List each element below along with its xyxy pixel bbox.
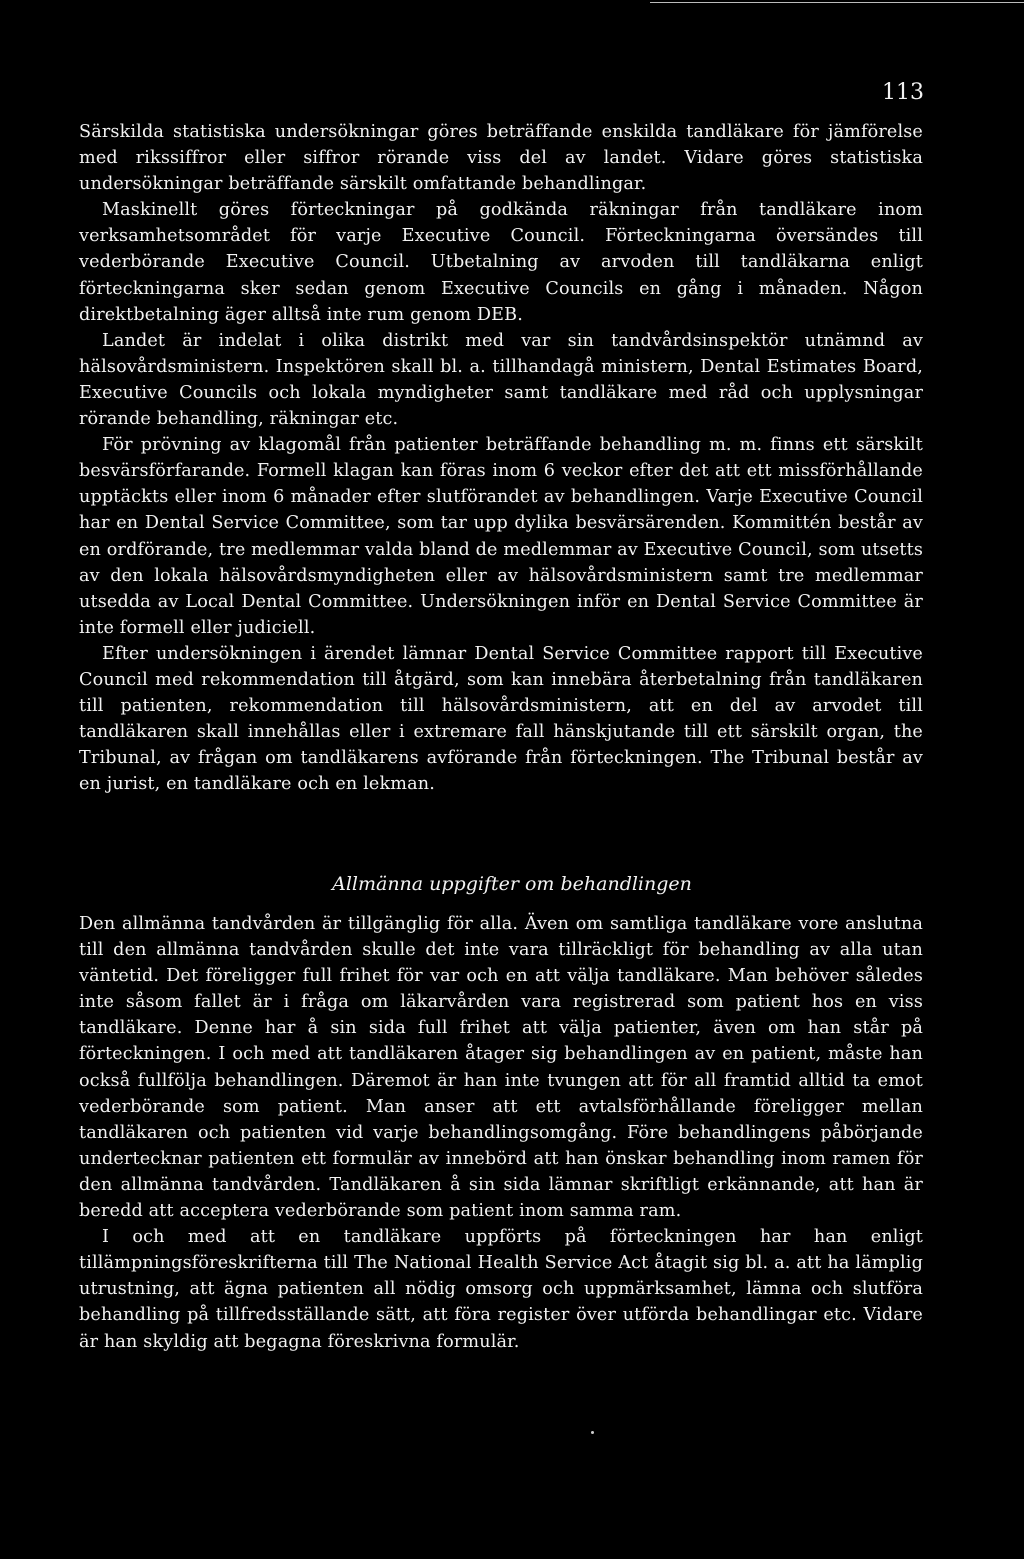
scan-speck <box>591 1431 594 1434</box>
section-2-body <box>79 911 923 1355</box>
top-edge-rule <box>650 2 1024 3</box>
paragraph: För prövning av klagomål från patienter beträffande behandling m. m. finns ett särskilt besvärsförfarande. Formell klagan kan föras inom 6 veckor efter det att ett missförhållande upptäckts eller inom 6 månader efter slutförandet av behandlingen. Varje Executive Council har en Dental Service Committee, som tar upp dylika besvärsärenden. Kommittén består av en ordförande, tre medlemmar valda bland de medlemmar av Executive Council, som utsetts av den lokala hälsovårdsmyndigheten eller av hälsovårdsministern samt tre medlemmar utsedda av Local Dental Committee. Undersökningen inför en Dental Service Committee är inte formell eller judiciell. <box>79 435 924 638</box>
section-heading: Allmänna uppgifter om behandlingen <box>332 873 692 895</box>
paragraph: Landet är indelat i olika distrikt med var sin tandvårdsinspektör utnämnd av hälsovårdsministern. Inspektören skall bl. a. tillhandagå ministern, Dental Estimates Board, Executive Councils och lokala myndigheter samt tandläkare med råd och upplysningar rörande behandling, räkningar etc. <box>79 330 923 430</box>
paragraph: Särskilda statistiska undersökningar göres beträffande enskilda tandläkare för jämförelse med rikssiffror eller siffror rörande viss del av landet. Vidare göres statistiska undersökningar beträffande särskilt omfattande behandlingar. <box>79 122 923 195</box>
paragraph: Maskinellt göres förteckningar på godkända räkningar från tandläkare inom verksamhetsområdet för varje Executive Council. Förteckningarna översändes till vederbörande Executive Council. Utbetalning av arvoden till tandläkarna enligt förteckningarna sker sedan genom Executive Councils en gång i månaden. Någon direktbetalning äger alltså inte rum genom DEB. <box>79 200 923 325</box>
paragraph: Den allmänna tandvården är tillgänglig för alla. Även om samtliga tandläkare vore anslutna till den allmänna tandvården skulle det inte vara tillräckligt för behandling av alla utan väntetid. Det föreligger full frihet för var och en att välja tandläkare. Man behöver således inte såsom fallet är i fråga om läkarvården vara registrerad som patient hos en viss tandläkare. Denne har å sin sida full frihet att välja patienter, även om han står på förteckningen. I och med att tandläkaren åtager sig behandlingen av en patient, måste han också fullfölja behandlingen. Däremot är han inte tvungen att för all framtid alltid ta emot vederbörande som patient. Man anser att ett avtalsförhållande föreligger mellan tandläkaren och patienten vid varje behandlingsomgång. Före behandlingens påbörjande undertecknar patienten ett formulär av innebörd att han önskar behandling inom ramen för den allmänna tandvården. Tandläkaren å sin sida lämnar skriftligt erkännande, att han är beredd att acceptera vederbörande som patient inom samma ram. <box>79 914 923 1222</box>
page-number: 113 <box>882 80 924 105</box>
section-1-body <box>79 119 923 797</box>
paragraph: Efter undersökningen i ärendet lämnar Dental Service Committee rapport till Executive Council med rekommendation till åtgärd, som kan innebära återbetalning från tandläkaren till patienten, rekommendation till hälsovårdsministern, att en del av arvodet till tandläkaren skall innehållas eller i extremare fall hänskjutande till ett särskilt organ, the Tribunal, av frågan om tandläkarens avförande från förteckningen. The Tribunal består av en jurist, en tandläkare och en lekman. <box>79 643 923 795</box>
paragraph: I och med att en tandläkare uppförts på förteckningen har han enligt tillämpningsföreskrifterna till The National Health Service Act åtagit sig bl. a. att ha lämplig utrustning, att ägna patienten all nödig omsorg och uppmärksamhet, lämna och slutföra behandling på tillfredsställande sätt, att föra register över utförda behandlingar etc. Vidare är han skyldig att begagna föreskrivna formulär. <box>79 1227 923 1352</box>
